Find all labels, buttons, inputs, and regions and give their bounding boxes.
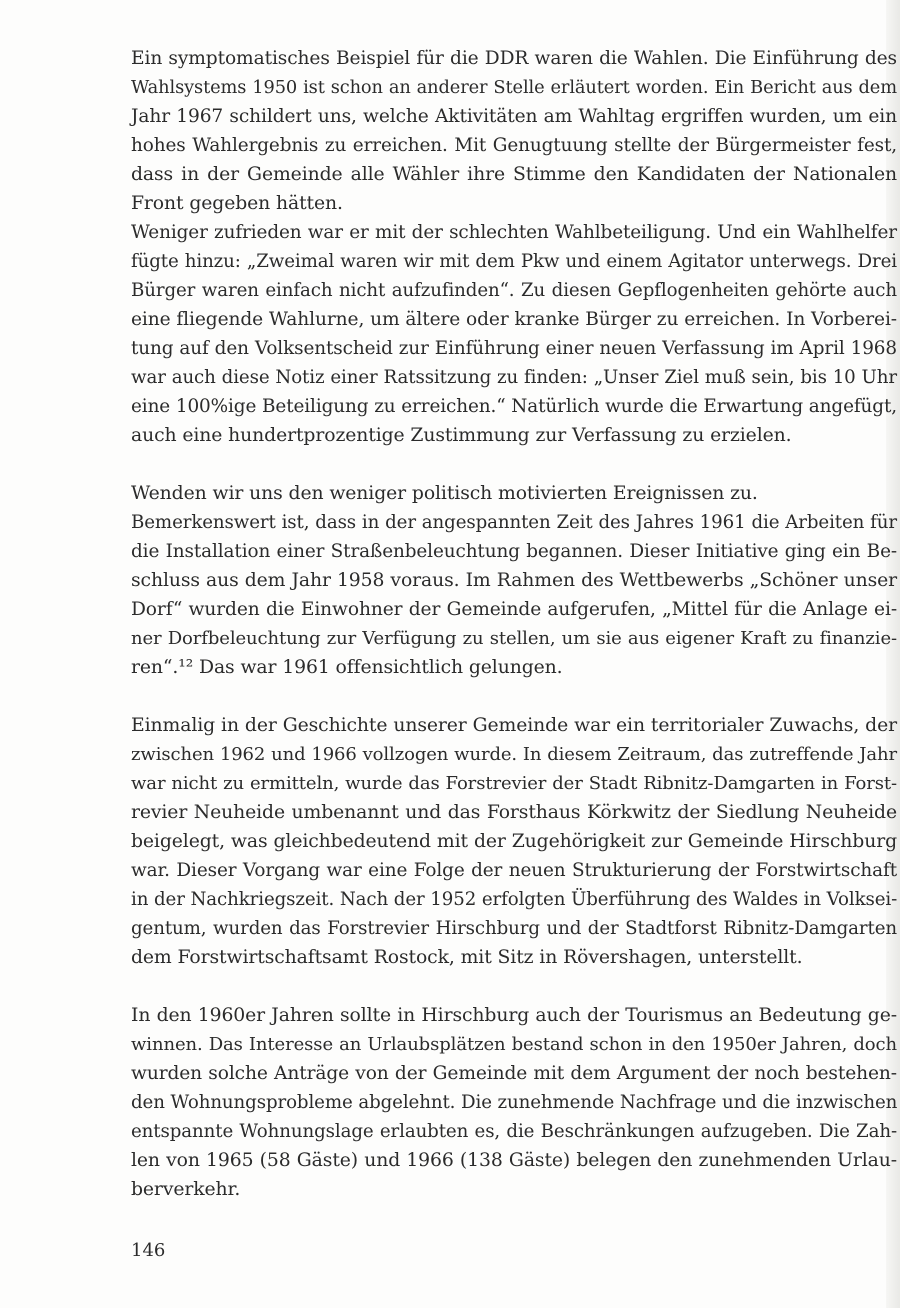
text-line: Bürger waren einfach nicht aufzufinden“. Zu diesen Gepflogenheiten gehörte auch (131, 280, 897, 301)
text-line: entspannte Wohnungslage erlaubten es, die Beschränkungen aufzugeben. Die Zah- (131, 1121, 897, 1142)
text-line: zwischen 1962 und 1966 vollzogen wurde. In diesem Zeitraum, das zutreffende Jahr (131, 744, 897, 765)
text-line: dass in der Gemeinde alle Wähler ihre Stimme den Kandidaten der Nationalen (131, 164, 897, 185)
text-line: Weniger zufrieden war er mit der schlechten Wahlbeteiligung. Und ein Wahlhelfer (131, 222, 897, 243)
paragraph-gap (131, 972, 897, 1001)
text-line: die Installation einer Straßenbeleuchtung begannen. Dieser Initiative ging ein Be- (131, 541, 897, 562)
text-line: berverkehr. (131, 1179, 241, 1200)
text-line: ren“.¹² Das war 1961 offensichtlich gelungen. (131, 657, 563, 678)
paragraph-territory (131, 711, 897, 972)
text-line: In den 1960er Jahren sollte in Hirschburg auch der Tourismus an Bedeutung ge- (131, 1005, 897, 1026)
text-line: Bemerkenswert ist, dass in der angespannten Zeit des Jahres 1961 die Arbeiten für (131, 512, 897, 533)
text-line: war. Dieser Vorgang war eine Folge der neuen Strukturierung der Forstwirtschaft (131, 860, 897, 881)
text-line: gentum, wurden das Forstrevier Hirschburg und der Stadtforst Ribnitz-Damgarten (131, 918, 897, 939)
text-line: wurden solche Anträge von der Gemeinde mit dem Argument der noch bestehen- (131, 1063, 897, 1084)
body-text (131, 44, 897, 1204)
text-line: Wahlsystems 1950 ist schon an anderer Stelle erläutert worden. Ein Bericht aus dem (131, 77, 897, 98)
text-line: eine 100%ige Beteiligung zu erreichen.“ Natürlich wurde die Erwartung angefügt, (131, 396, 898, 417)
text-line: revier Neuheide umbenannt und das Forsthaus Körkwitz der Siedlung Neuheide (131, 802, 897, 823)
text-line: Wenden wir uns den weniger politisch motivierten Ereignissen zu. (131, 483, 758, 504)
paragraph-transition (131, 479, 897, 508)
text-line: Dorf“ wurden die Einwohner der Gemeinde aufgerufen, „Mittel für die Anlage ei- (131, 599, 897, 620)
text-line: Jahr 1967 schildert uns, welche Aktivitäten am Wahltag ergriffen wurden, um ein (131, 106, 897, 127)
paragraph-tourism (131, 1001, 897, 1204)
paragraph-street-lighting (131, 508, 897, 682)
text-line: len von 1965 (58 Gäste) und 1966 (138 Gäste) belegen den zunehmenden Urlau- (131, 1150, 897, 1171)
text-line: den Wohnungsprobleme abgelehnt. Die zunehmende Nachfrage und die inzwischen (131, 1092, 898, 1113)
text-line: Ein symptomatisches Beispiel für die DDR waren die Wahlen. Die Einführung des (131, 48, 897, 69)
text-line: Front gegeben hätten. (131, 193, 343, 214)
text-line: ner Dorfbeleuchtung zur Verfügung zu stellen, um sie aus eigener Kraft zu finanzie- (131, 628, 897, 649)
text-line: schluss aus dem Jahr 1958 voraus. Im Rahmen des Wettbewerbs „Schöner unser (131, 570, 897, 591)
text-line: war nicht zu ermitteln, wurde das Forstrevier der Stadt Ribnitz-Damgarten in Forst- (131, 773, 897, 794)
paragraph-gap (131, 450, 897, 479)
text-line: in der Nachkriegszeit. Nach der 1952 erfolgten Überführung des Waldes in Volksei- (131, 889, 898, 910)
paragraph-turnout (131, 218, 897, 450)
text-line: eine fliegende Wahlurne, um ältere oder kranke Bürger zu erreichen. In Vorberei- (131, 309, 897, 330)
text-line: winnen. Das Interesse an Urlaubsplätzen bestand schon in den 1950er Jahren, doch (131, 1034, 897, 1055)
paragraph-gap (131, 682, 897, 711)
text-line: war auch diese Notiz einer Ratssitzung zu finden: „Unser Ziel muß sein, bis 10 Uhr (131, 367, 897, 388)
text-line: beigelegt, was gleichbedeutend mit der Zugehörigkeit zur Gemeinde Hirschburg (131, 831, 897, 852)
text-line: fügte hinzu: „Zweimal waren wir mit dem Pkw und einem Agitator unterwegs. Drei (131, 251, 897, 272)
text-line: tung auf den Volksentscheid zur Einführung einer neuen Verfassung im April 1968 (131, 338, 897, 359)
text-line: hohes Wahlergebnis zu erreichen. Mit Genugtuung stellte der Bürgermeister fest, (131, 135, 897, 156)
page-number: 146 (131, 1240, 166, 1261)
text-line: dem Forstwirtschaftsamt Rostock, mit Sitz in Rövershagen, unterstellt. (131, 947, 803, 968)
text-line: Einmalig in der Geschichte unserer Gemeinde war ein territorialer Zuwachs, der (131, 715, 897, 736)
text-line: auch eine hundertprozentige Zustimmung zur Verfassung zu erzielen. (131, 425, 792, 446)
paragraph-elections (131, 44, 897, 218)
